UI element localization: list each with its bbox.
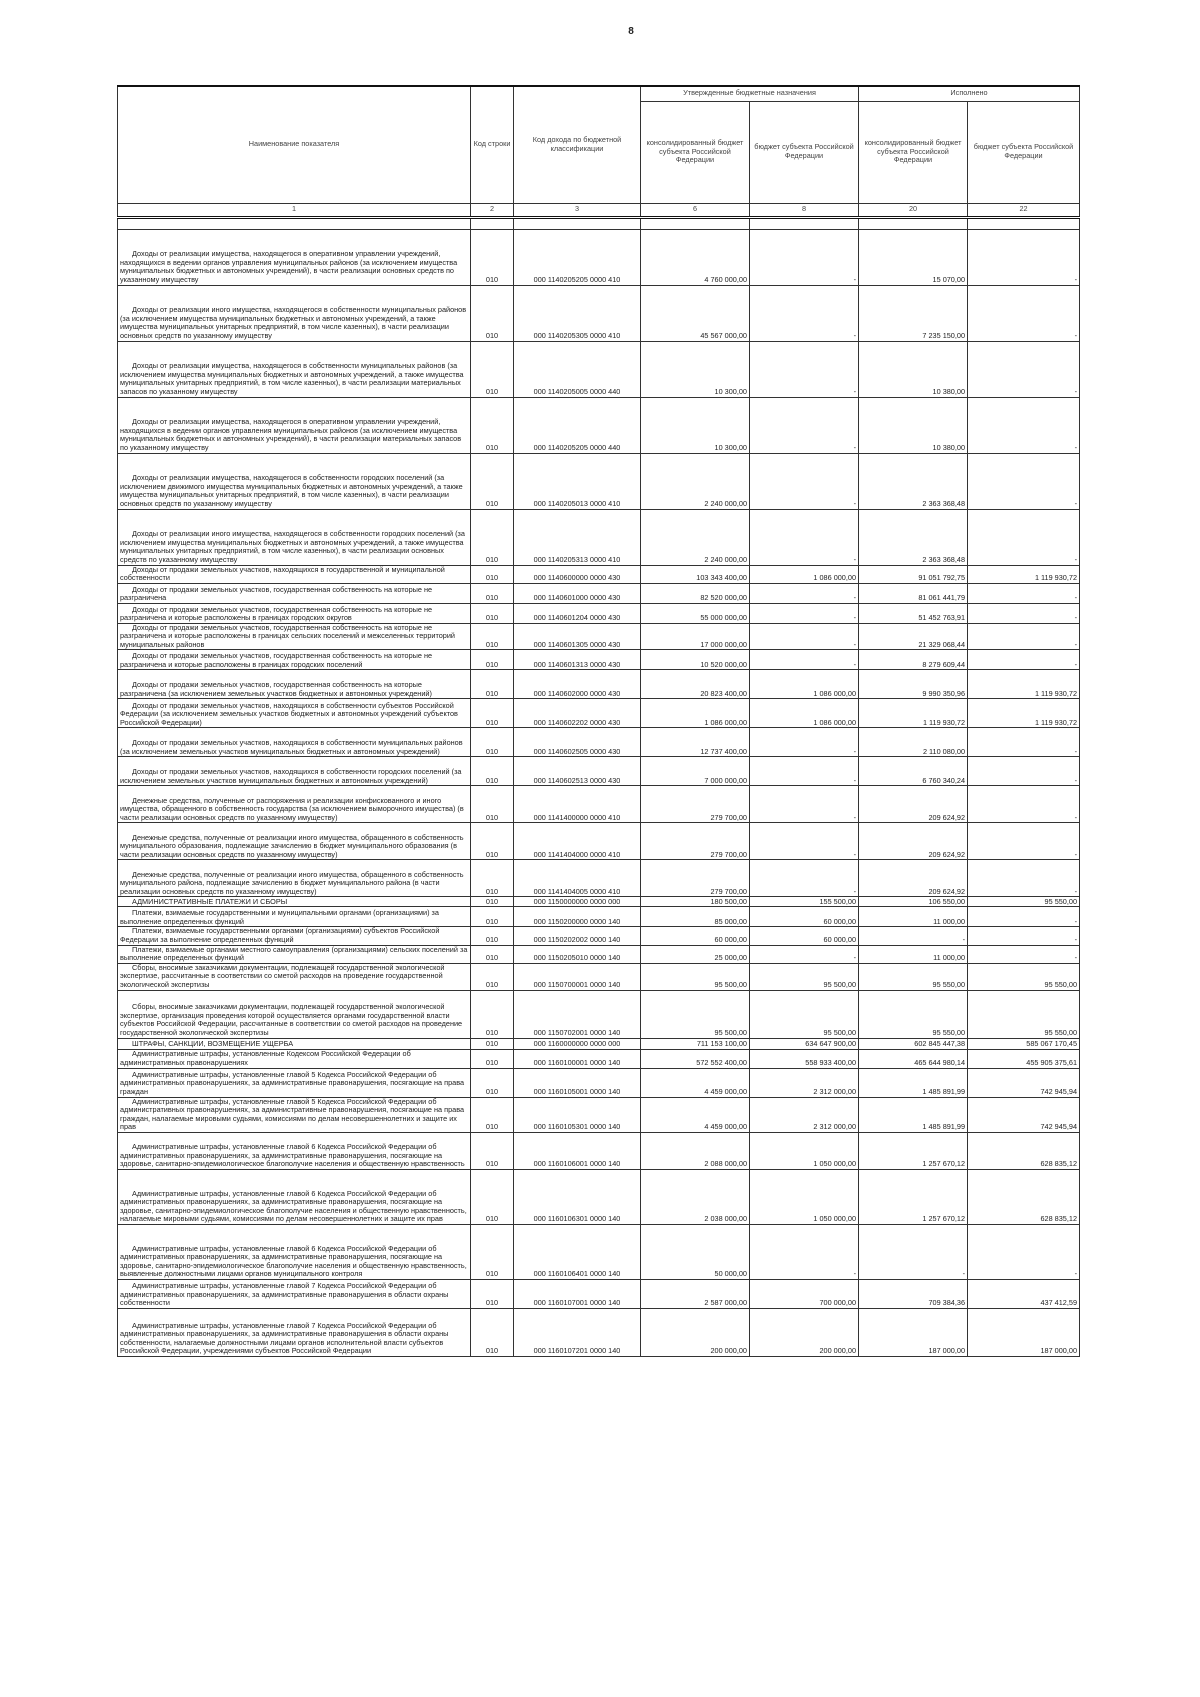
row-kbk: 000 1140205013 0000 410 (514, 453, 641, 509)
row-approved-subject: 95 500,00 (750, 963, 859, 990)
table-row (118, 1225, 1080, 1280)
row-kbk: 000 1140602000 0000 430 (514, 670, 641, 699)
row-kbk: 000 1141404000 0000 410 (514, 823, 641, 860)
row-approved-consolidated: 279 700,00 (641, 786, 750, 823)
row-approved-consolidated: 2 038 000,00 (641, 1170, 750, 1225)
row-approved-consolidated: 2 240 000,00 (641, 453, 750, 509)
table-row (118, 341, 1080, 397)
row-name: Доходы от реализации имущества, находящегося в оперативном управлении учреждений, находящихся в ведении органов управления муниципальных районов (за исключением имущества муниципальных бюджетных и автономных учреждений), в части реализации основных средств по указанному имуществу (118, 229, 471, 285)
table-row (118, 907, 1080, 927)
row-name: Платежи, взимаемые государственными органами (организациями) субъектов Российской Федерации за выполнение определенных функций (118, 927, 471, 945)
row-name: Доходы от реализации имущества, находящегося в собственности муниципальных районов (за исключением имущества муниципальных бюджетных и автономных учреждений, а также имущества муниципальных унитарных предприятий, в том числе казенных), в части реализации материальных запасов по указанному имуществу (118, 341, 471, 397)
row-executed-subject: 742 945,94 (968, 1097, 1080, 1132)
row-executed-consolidated: 6 760 340,24 (859, 757, 968, 786)
row-executed-subject: 585 067 170,45 (968, 1038, 1080, 1049)
row-code: 010 (471, 786, 514, 823)
row-kbk: 000 1150000000 0000 000 (514, 897, 641, 907)
row-executed-subject: - (968, 823, 1080, 860)
row-approved-subject: 2 312 000,00 (750, 1068, 859, 1097)
row-executed-consolidated: 2 363 368,48 (859, 453, 968, 509)
row-name: Доходы от продажи земельных участков, государственная собственность на которые не разграничена и которые расположены в границах городских поселений (118, 650, 471, 670)
table-row (118, 823, 1080, 860)
row-approved-subject: 1 086 000,00 (750, 699, 859, 728)
row-code: 010 (471, 1309, 514, 1357)
row-executed-subject: - (968, 397, 1080, 453)
row-executed-subject: - (968, 1225, 1080, 1280)
row-approved-consolidated: 180 500,00 (641, 897, 750, 907)
row-approved-subject: - (750, 583, 859, 603)
table-row (118, 453, 1080, 509)
row-name: Платежи, взимаемые государственными и муниципальными органами (организациями) за выполнение определенных функций (118, 907, 471, 927)
row-executed-consolidated: 602 845 447,38 (859, 1038, 968, 1049)
row-kbk: 000 1150700001 0000 140 (514, 963, 641, 990)
row-approved-subject: 1 086 000,00 (750, 670, 859, 699)
row-name: Доходы от реализации иного имущества, находящегося в собственности муниципальных районов (за исключением имущества муниципальных бюджетных и автономных учреждений, а также имущества муниципальных унитарных предприятий, в том числе казенных), в части реализации основных средств по указанному имуществу (118, 285, 471, 341)
table-row (118, 1280, 1080, 1309)
row-executed-subject: 1 119 930,72 (968, 670, 1080, 699)
header-name: Наименование показателя (118, 86, 471, 203)
header-executed-subject: бюджет субъекта Российской Федерации (968, 101, 1080, 203)
row-executed-subject: 95 550,00 (968, 963, 1080, 990)
row-approved-subject: - (750, 1225, 859, 1280)
row-code: 010 (471, 927, 514, 945)
row-executed-consolidated: 11 000,00 (859, 907, 968, 927)
row-approved-consolidated: 20 823 400,00 (641, 670, 750, 699)
table-row (118, 728, 1080, 757)
row-executed-consolidated: 15 070,00 (859, 229, 968, 285)
row-approved-subject: 634 647 900,00 (750, 1038, 859, 1049)
row-executed-subject: - (968, 285, 1080, 341)
table-row (118, 963, 1080, 990)
row-approved-subject: - (750, 453, 859, 509)
row-executed-subject: 628 835,12 (968, 1170, 1080, 1225)
row-kbk: 000 1140602505 0000 430 (514, 728, 641, 757)
row-kbk: 000 1160000000 0000 000 (514, 1038, 641, 1049)
row-kbk: 000 1160105001 0000 140 (514, 1068, 641, 1097)
row-approved-consolidated: 103 343 400,00 (641, 565, 750, 583)
row-code: 010 (471, 699, 514, 728)
row-executed-consolidated: 8 279 609,44 (859, 650, 968, 670)
row-executed-consolidated: 2 110 080,00 (859, 728, 968, 757)
row-executed-consolidated: 209 624,92 (859, 786, 968, 823)
row-executed-subject: 742 945,94 (968, 1068, 1080, 1097)
row-approved-subject: 700 000,00 (750, 1280, 859, 1309)
row-name: Доходы от реализации имущества, находящегося в собственности городских поселений (за исключением движимого имущества муниципальных бюджетных и автономных учреждений, а также имущества муниципальных унитарных предприятий, в том числе казенных), в части реализации основных средств по указанному имуществу (118, 453, 471, 509)
row-name: Доходы от продажи земельных участков, государственная собственность на которые не разграничена и которые расположены в границах сельских поселений и межселенных территорий муниципальных районов (118, 623, 471, 650)
table-row (118, 897, 1080, 907)
row-executed-consolidated: 1 119 930,72 (859, 699, 968, 728)
table-row (118, 1038, 1080, 1049)
row-executed-consolidated: 9 990 350,96 (859, 670, 968, 699)
row-executed-subject: - (968, 860, 1080, 897)
row-executed-consolidated: 1 485 891,99 (859, 1068, 968, 1097)
row-approved-consolidated: 95 500,00 (641, 990, 750, 1038)
table-row (118, 565, 1080, 583)
table-row (118, 229, 1080, 285)
column-number: 1 (118, 203, 471, 217)
row-code: 010 (471, 990, 514, 1038)
row-name: Доходы от продажи земельных участков, государственная собственность на которые не разграничена (118, 583, 471, 603)
row-approved-subject: - (750, 728, 859, 757)
row-kbk: 000 1150702001 0000 140 (514, 990, 641, 1038)
row-name: Доходы от продажи земельных участков, находящихся в собственности муниципальных районов (за исключением земельных участков муниципальных бюджетных и автономных учреждений) (118, 728, 471, 757)
row-approved-consolidated: 200 000,00 (641, 1309, 750, 1357)
row-approved-consolidated: 4 459 000,00 (641, 1097, 750, 1132)
row-executed-consolidated: 106 550,00 (859, 897, 968, 907)
row-name: Доходы от продажи земельных участков, государственная собственность на которые разграничена (за исключением земельных участков бюджетных и автономных учреждений) (118, 670, 471, 699)
row-kbk: 000 1160106001 0000 140 (514, 1133, 641, 1170)
table-row (118, 1049, 1080, 1068)
row-kbk: 000 1140205313 0000 410 (514, 509, 641, 565)
row-code: 010 (471, 583, 514, 603)
header-code: Код строки (471, 86, 514, 203)
row-executed-consolidated: 95 550,00 (859, 990, 968, 1038)
row-executed-subject: - (968, 757, 1080, 786)
column-number: 20 (859, 203, 968, 217)
header-kbk: Код дохода по бюджетной классификации (514, 86, 641, 203)
row-executed-subject: - (968, 229, 1080, 285)
row-code: 010 (471, 603, 514, 623)
row-kbk: 000 1140601204 0000 430 (514, 603, 641, 623)
row-approved-consolidated: 85 000,00 (641, 907, 750, 927)
row-kbk: 000 1140601313 0000 430 (514, 650, 641, 670)
table-row (118, 990, 1080, 1038)
row-name: Административные штрафы, установленные главой 6 Кодекса Российской Федерации об административных правонарушениях, за административные правонарушения, посягающие на здоровье, санитарно-эпидемиологическое благополучие населения и общественную нравственность, налагаемые мировыми судьями, комиссиями по делам несовершеннолетних и защите их прав (118, 1170, 471, 1225)
table-row (118, 757, 1080, 786)
row-kbk: 000 1141404005 0000 410 (514, 860, 641, 897)
table-row (118, 1133, 1080, 1170)
row-executed-consolidated: 21 329 068,44 (859, 623, 968, 650)
row-executed-subject: - (968, 341, 1080, 397)
row-executed-subject: 437 412,59 (968, 1280, 1080, 1309)
row-approved-subject: - (750, 786, 859, 823)
spacer-row (118, 217, 1080, 229)
row-approved-subject: 558 933 400,00 (750, 1049, 859, 1068)
table-header (118, 86, 1080, 217)
row-kbk: 000 1140601000 0000 430 (514, 583, 641, 603)
row-approved-consolidated: 95 500,00 (641, 963, 750, 990)
row-approved-consolidated: 50 000,00 (641, 1225, 750, 1280)
row-code: 010 (471, 945, 514, 963)
row-code: 010 (471, 1049, 514, 1068)
row-executed-consolidated: 209 624,92 (859, 823, 968, 860)
table-row (118, 1309, 1080, 1357)
row-executed-subject: - (968, 623, 1080, 650)
row-code: 010 (471, 397, 514, 453)
row-executed-subject: - (968, 453, 1080, 509)
row-executed-consolidated: 10 380,00 (859, 397, 968, 453)
table-row (118, 1097, 1080, 1132)
row-approved-subject: 1 050 000,00 (750, 1133, 859, 1170)
row-code: 010 (471, 285, 514, 341)
row-code: 010 (471, 728, 514, 757)
row-approved-consolidated: 2 240 000,00 (641, 509, 750, 565)
row-name: Административные штрафы, установленные главой 6 Кодекса Российской Федерации об административных правонарушениях, за административные правонарушения, посягающие на здоровье, санитарно-эпидемиологическое благополучие населения и общественную нравственность (118, 1133, 471, 1170)
row-approved-consolidated: 25 000,00 (641, 945, 750, 963)
row-kbk: 000 1150200000 0000 140 (514, 907, 641, 927)
table-row (118, 786, 1080, 823)
row-approved-subject: 95 500,00 (750, 990, 859, 1038)
row-approved-consolidated: 572 552 400,00 (641, 1049, 750, 1068)
row-name: Административные штрафы, установленные главой 6 Кодекса Российской Федерации об административных правонарушениях, за административные правонарушения, посягающие на здоровье, санитарно-эпидемиологическое благополучие населения и общественную нравственность, выявленные должностными лицами органов муниципального контроля (118, 1225, 471, 1280)
table-row (118, 860, 1080, 897)
row-code: 010 (471, 229, 514, 285)
row-code: 010 (471, 907, 514, 927)
row-executed-consolidated: 7 235 150,00 (859, 285, 968, 341)
row-approved-subject: - (750, 285, 859, 341)
row-kbk: 000 1140601305 0000 430 (514, 623, 641, 650)
row-approved-subject: - (750, 509, 859, 565)
row-name: Административные штрафы, установленные главой 7 Кодекса Российской Федерации об административных правонарушениях, за административные правонарушения в области охраны собственности (118, 1280, 471, 1309)
row-code: 010 (471, 897, 514, 907)
row-approved-subject: - (750, 229, 859, 285)
row-approved-subject: 60 000,00 (750, 907, 859, 927)
row-code: 010 (471, 1097, 514, 1132)
table-row (118, 1068, 1080, 1097)
row-approved-consolidated: 82 520 000,00 (641, 583, 750, 603)
row-executed-consolidated: 187 000,00 (859, 1309, 968, 1357)
row-approved-consolidated: 17 000 000,00 (641, 623, 750, 650)
row-approved-subject: - (750, 623, 859, 650)
header-approved-group: Утвержденные бюджетные назначения (641, 86, 859, 101)
row-approved-subject: - (750, 757, 859, 786)
row-executed-subject: - (968, 907, 1080, 927)
row-approved-subject: 2 312 000,00 (750, 1097, 859, 1132)
row-approved-consolidated: 1 086 000,00 (641, 699, 750, 728)
row-approved-subject: - (750, 650, 859, 670)
row-executed-subject: - (968, 728, 1080, 757)
row-executed-subject: 1 119 930,72 (968, 699, 1080, 728)
row-kbk: 000 1150202002 0000 140 (514, 927, 641, 945)
row-executed-consolidated: 95 550,00 (859, 963, 968, 990)
row-executed-consolidated: - (859, 1225, 968, 1280)
row-kbk: 000 1160107201 0000 140 (514, 1309, 641, 1357)
row-kbk: 000 1140602513 0000 430 (514, 757, 641, 786)
row-approved-subject: 200 000,00 (750, 1309, 859, 1357)
row-approved-consolidated: 2 587 000,00 (641, 1280, 750, 1309)
row-name: Административные штрафы, установленные главой 5 Кодекса Российской Федерации об административных правонарушениях, за административные правонарушения, посягающие на права граждан (118, 1068, 471, 1097)
row-approved-consolidated: 279 700,00 (641, 860, 750, 897)
row-executed-subject: - (968, 927, 1080, 945)
row-executed-consolidated: 1 257 670,12 (859, 1170, 968, 1225)
row-kbk: 000 1160106301 0000 140 (514, 1170, 641, 1225)
column-number: 3 (514, 203, 641, 217)
header-executed-consolidated: консолидированный бюджет субъекта Российской Федерации (859, 101, 968, 203)
table-row (118, 397, 1080, 453)
row-kbk: 000 1160100001 0000 140 (514, 1049, 641, 1068)
row-name: Платежи, взимаемые органами местного самоуправления (организациями) сельских поселений за выполнение определенных функций (118, 945, 471, 963)
row-approved-consolidated: 60 000,00 (641, 927, 750, 945)
table-row (118, 650, 1080, 670)
row-code: 010 (471, 565, 514, 583)
header-approved-subject: бюджет субъекта Российской Федерации (750, 101, 859, 203)
row-name: Доходы от реализации иного имущества, находящегося в собственности городских поселений (за исключением имущества муниципальных бюджетных и автономных учреждений, а также имущества муниципальных унитарных предприятий, в том числе казенных), в части реализации основных средств по указанному имуществу (118, 509, 471, 565)
row-executed-subject: - (968, 509, 1080, 565)
row-executed-consolidated: 1 485 891,99 (859, 1097, 968, 1132)
row-executed-subject: - (968, 945, 1080, 963)
row-code: 010 (471, 860, 514, 897)
row-name: Сборы, вносимые заказчиками документации, подлежащей государственной экологической экспертизе, организация проведения которой осуществляется органами государственной власти субъектов Российской Федерации, рассчитанные в соответствии со сметой расходов на проведение государственной экологической экспертизы (118, 990, 471, 1038)
row-kbk: 000 1160105301 0000 140 (514, 1097, 641, 1132)
row-approved-subject: - (750, 603, 859, 623)
row-name: Административные штрафы, установленные Кодексом Российской Федерации об административных правонарушениях (118, 1049, 471, 1068)
row-executed-subject: - (968, 603, 1080, 623)
row-approved-consolidated: 10 520 000,00 (641, 650, 750, 670)
row-kbk: 000 1160106401 0000 140 (514, 1225, 641, 1280)
row-approved-consolidated: 4 459 000,00 (641, 1068, 750, 1097)
row-executed-subject: 187 000,00 (968, 1309, 1080, 1357)
row-executed-consolidated: 11 000,00 (859, 945, 968, 963)
row-code: 010 (471, 1280, 514, 1309)
row-name: Доходы от продажи земельных участков, государственная собственность на которые не разграничена и которые расположены в границах городских округов (118, 603, 471, 623)
revenue-report-table (117, 85, 1080, 1357)
row-approved-consolidated: 711 153 100,00 (641, 1038, 750, 1049)
row-name: Доходы от продажи земельных участков, находящихся в собственности городских поселений (за исключением земельных участков муниципальных бюджетных и автономных учреждений) (118, 757, 471, 786)
row-executed-consolidated: 51 452 763,91 (859, 603, 968, 623)
row-kbk: 000 1140205005 0000 440 (514, 341, 641, 397)
row-code: 010 (471, 1133, 514, 1170)
row-code: 010 (471, 823, 514, 860)
column-number: 8 (750, 203, 859, 217)
table-row (118, 603, 1080, 623)
row-approved-consolidated: 12 737 400,00 (641, 728, 750, 757)
header-approved-consolidated: консолидированный бюджет субъекта Российской Федерации (641, 101, 750, 203)
row-kbk: 000 1150205010 0000 140 (514, 945, 641, 963)
row-name: Денежные средства, полученные от реализации иного имущества, обращенного в собственность муниципального образования, подлежащие зачислению в бюджет муниципального образования (в части реализации основных средств по указанному имуществу) (118, 823, 471, 860)
row-kbk: 000 1140205305 0000 410 (514, 285, 641, 341)
row-executed-subject: 95 550,00 (968, 990, 1080, 1038)
row-executed-consolidated: 10 380,00 (859, 341, 968, 397)
table-row (118, 670, 1080, 699)
table-body (118, 217, 1080, 1357)
row-approved-subject: - (750, 823, 859, 860)
row-executed-subject: - (968, 583, 1080, 603)
table-row (118, 623, 1080, 650)
row-executed-consolidated: - (859, 927, 968, 945)
row-executed-subject: 95 550,00 (968, 897, 1080, 907)
row-executed-subject: 628 835,12 (968, 1133, 1080, 1170)
row-name: Денежные средства, полученные от распоряжения и реализации конфискованного и иного имущества, обращенного в собственность государства (за исключением выморочного имущества) (в части реализации основных средств по указанному имуществу) (118, 786, 471, 823)
row-executed-subject: 1 119 930,72 (968, 565, 1080, 583)
row-executed-consolidated: 1 257 670,12 (859, 1133, 968, 1170)
row-executed-consolidated: 209 624,92 (859, 860, 968, 897)
row-code: 010 (471, 1068, 514, 1097)
row-kbk: 000 1140205205 0000 410 (514, 229, 641, 285)
row-approved-subject: 155 500,00 (750, 897, 859, 907)
row-approved-consolidated: 10 300,00 (641, 341, 750, 397)
row-code: 010 (471, 1038, 514, 1049)
row-executed-subject: 455 905 375,61 (968, 1049, 1080, 1068)
row-approved-subject: - (750, 341, 859, 397)
row-approved-consolidated: 55 000 000,00 (641, 603, 750, 623)
row-kbk: 000 1140205205 0000 440 (514, 397, 641, 453)
row-code: 010 (471, 623, 514, 650)
table-row (118, 583, 1080, 603)
row-name: Доходы от продажи земельных участков, находящихся в собственности субъектов Российской Федерации (за исключением земельных участков бюджетных и автономных учреждений субъектов Российской Федерации) (118, 699, 471, 728)
header-executed-group: Исполнено (859, 86, 1080, 101)
row-name: ШТРАФЫ, САНКЦИИ, ВОЗМЕЩЕНИЕ УЩЕРБА (118, 1038, 471, 1049)
row-code: 010 (471, 509, 514, 565)
row-name: Сборы, вносимые заказчиками документации, подлежащей государственной экологической экспертизе, рассчитанные в соответствии со сметой расходов на проведение государственной экологической экспертизы (118, 963, 471, 990)
row-approved-subject: - (750, 860, 859, 897)
row-code: 010 (471, 650, 514, 670)
row-executed-consolidated: 709 384,36 (859, 1280, 968, 1309)
row-approved-consolidated: 7 000 000,00 (641, 757, 750, 786)
row-approved-consolidated: 45 567 000,00 (641, 285, 750, 341)
table-row (118, 699, 1080, 728)
row-approved-subject: 60 000,00 (750, 927, 859, 945)
row-code: 010 (471, 341, 514, 397)
table-row (118, 927, 1080, 945)
row-executed-consolidated: 91 051 792,75 (859, 565, 968, 583)
row-kbk: 000 1140600000 0000 430 (514, 565, 641, 583)
table-row (118, 285, 1080, 341)
row-kbk: 000 1160107001 0000 140 (514, 1280, 641, 1309)
row-name: Административные штрафы, установленные главой 5 Кодекса Российской Федерации об административных правонарушениях, за административные правонарушения, посягающие на права граждан, налагаемые мировыми судьями, комиссиями по делам несовершеннолетних и защите их прав (118, 1097, 471, 1132)
row-code: 010 (471, 670, 514, 699)
row-approved-subject: 1 050 000,00 (750, 1170, 859, 1225)
row-name: Доходы от реализации имущества, находящегося в оперативном управлении учреждений, находящихся в ведении органов управления муниципальных районов (за исключением имущества муниципальных бюджетных и автономных учреждений), в части реализации материальных запасов по указанному имуществу (118, 397, 471, 453)
row-code: 010 (471, 1225, 514, 1280)
row-approved-consolidated: 2 088 000,00 (641, 1133, 750, 1170)
row-code: 010 (471, 1170, 514, 1225)
row-approved-consolidated: 279 700,00 (641, 823, 750, 860)
row-executed-subject: - (968, 786, 1080, 823)
row-executed-consolidated: 2 363 368,48 (859, 509, 968, 565)
row-approved-subject: - (750, 945, 859, 963)
table-row (118, 509, 1080, 565)
row-executed-consolidated: 465 644 980,14 (859, 1049, 968, 1068)
row-approved-consolidated: 4 760 000,00 (641, 229, 750, 285)
page-number: 8 (628, 26, 634, 37)
row-executed-consolidated: 81 061 441,79 (859, 583, 968, 603)
row-code: 010 (471, 963, 514, 990)
row-approved-subject: 1 086 000,00 (750, 565, 859, 583)
column-number: 22 (968, 203, 1080, 217)
row-code: 010 (471, 453, 514, 509)
row-name: Доходы от продажи земельных участков, находящихся в государственной и муниципальной собственности (118, 565, 471, 583)
row-code: 010 (471, 757, 514, 786)
table-row (118, 945, 1080, 963)
column-number: 6 (641, 203, 750, 217)
row-approved-subject: - (750, 397, 859, 453)
column-number: 2 (471, 203, 514, 217)
row-kbk: 000 1140602202 0000 430 (514, 699, 641, 728)
row-name: Денежные средства, полученные от реализации иного имущества, обращенного в собственность муниципального района, подлежащие зачислению в бюджет муниципального района (в части реализации основных средств по указанному имуществу) (118, 860, 471, 897)
table-row (118, 1170, 1080, 1225)
row-name: АДМИНИСТРАТИВНЫЕ ПЛАТЕЖИ И СБОРЫ (118, 897, 471, 907)
row-name: Административные штрафы, установленные главой 7 Кодекса Российской Федерации об административных правонарушениях, за административные правонарушения в области охраны собственности, налагаемые должностными лицами органов исполнительной власти субъектов Российской Федерации, учреждениями субъектов Российской Федерации (118, 1309, 471, 1357)
row-kbk: 000 1141400000 0000 410 (514, 786, 641, 823)
row-executed-subject: - (968, 650, 1080, 670)
row-approved-consolidated: 10 300,00 (641, 397, 750, 453)
